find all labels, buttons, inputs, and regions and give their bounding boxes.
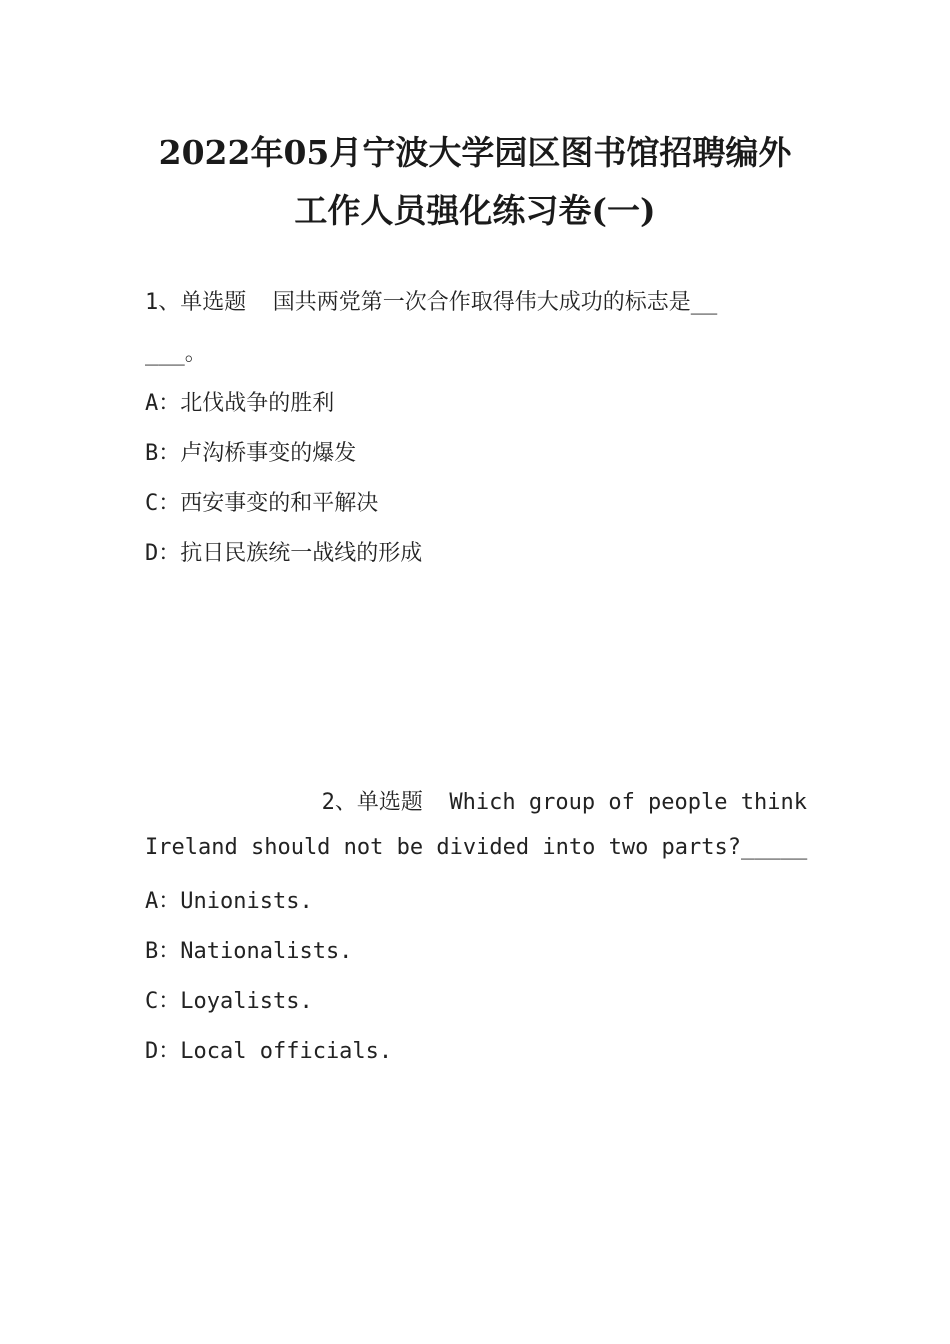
title-line-2: 工作人员强化练习卷(一) [294,191,656,230]
title-line-1: 2022年05月宁波大学园区图书馆招聘编外 [158,133,792,172]
question-2-option-b: B：Nationalists. [145,939,353,964]
question-1-stem-continuation: ___。 [145,341,207,366]
question-2-option-c: C：Loyalists. [145,989,313,1014]
document-title [120,124,830,240]
question-1-option-a: A：北伐战争的胜利 [145,391,335,416]
question-2-stem: 2、单选题 Which group of people think [321,790,807,815]
question-1-option-b: B：卢沟桥事变的爆发 [145,441,357,466]
question-1-stem: 1、单选题 国共两党第一次合作取得伟大成功的标志是__ [145,290,718,315]
question-1-option-c: C：西安事变的和平解决 [145,491,379,516]
question-2-stem-continuation: Ireland should not be divided into two parts?_____ [145,835,808,860]
question-2-option-a: A：Unionists. [145,889,313,914]
question-1-option-d: D：抗日民族统一战线的形成 [145,541,423,566]
question-2-option-d: D：Local officials. [145,1039,393,1064]
